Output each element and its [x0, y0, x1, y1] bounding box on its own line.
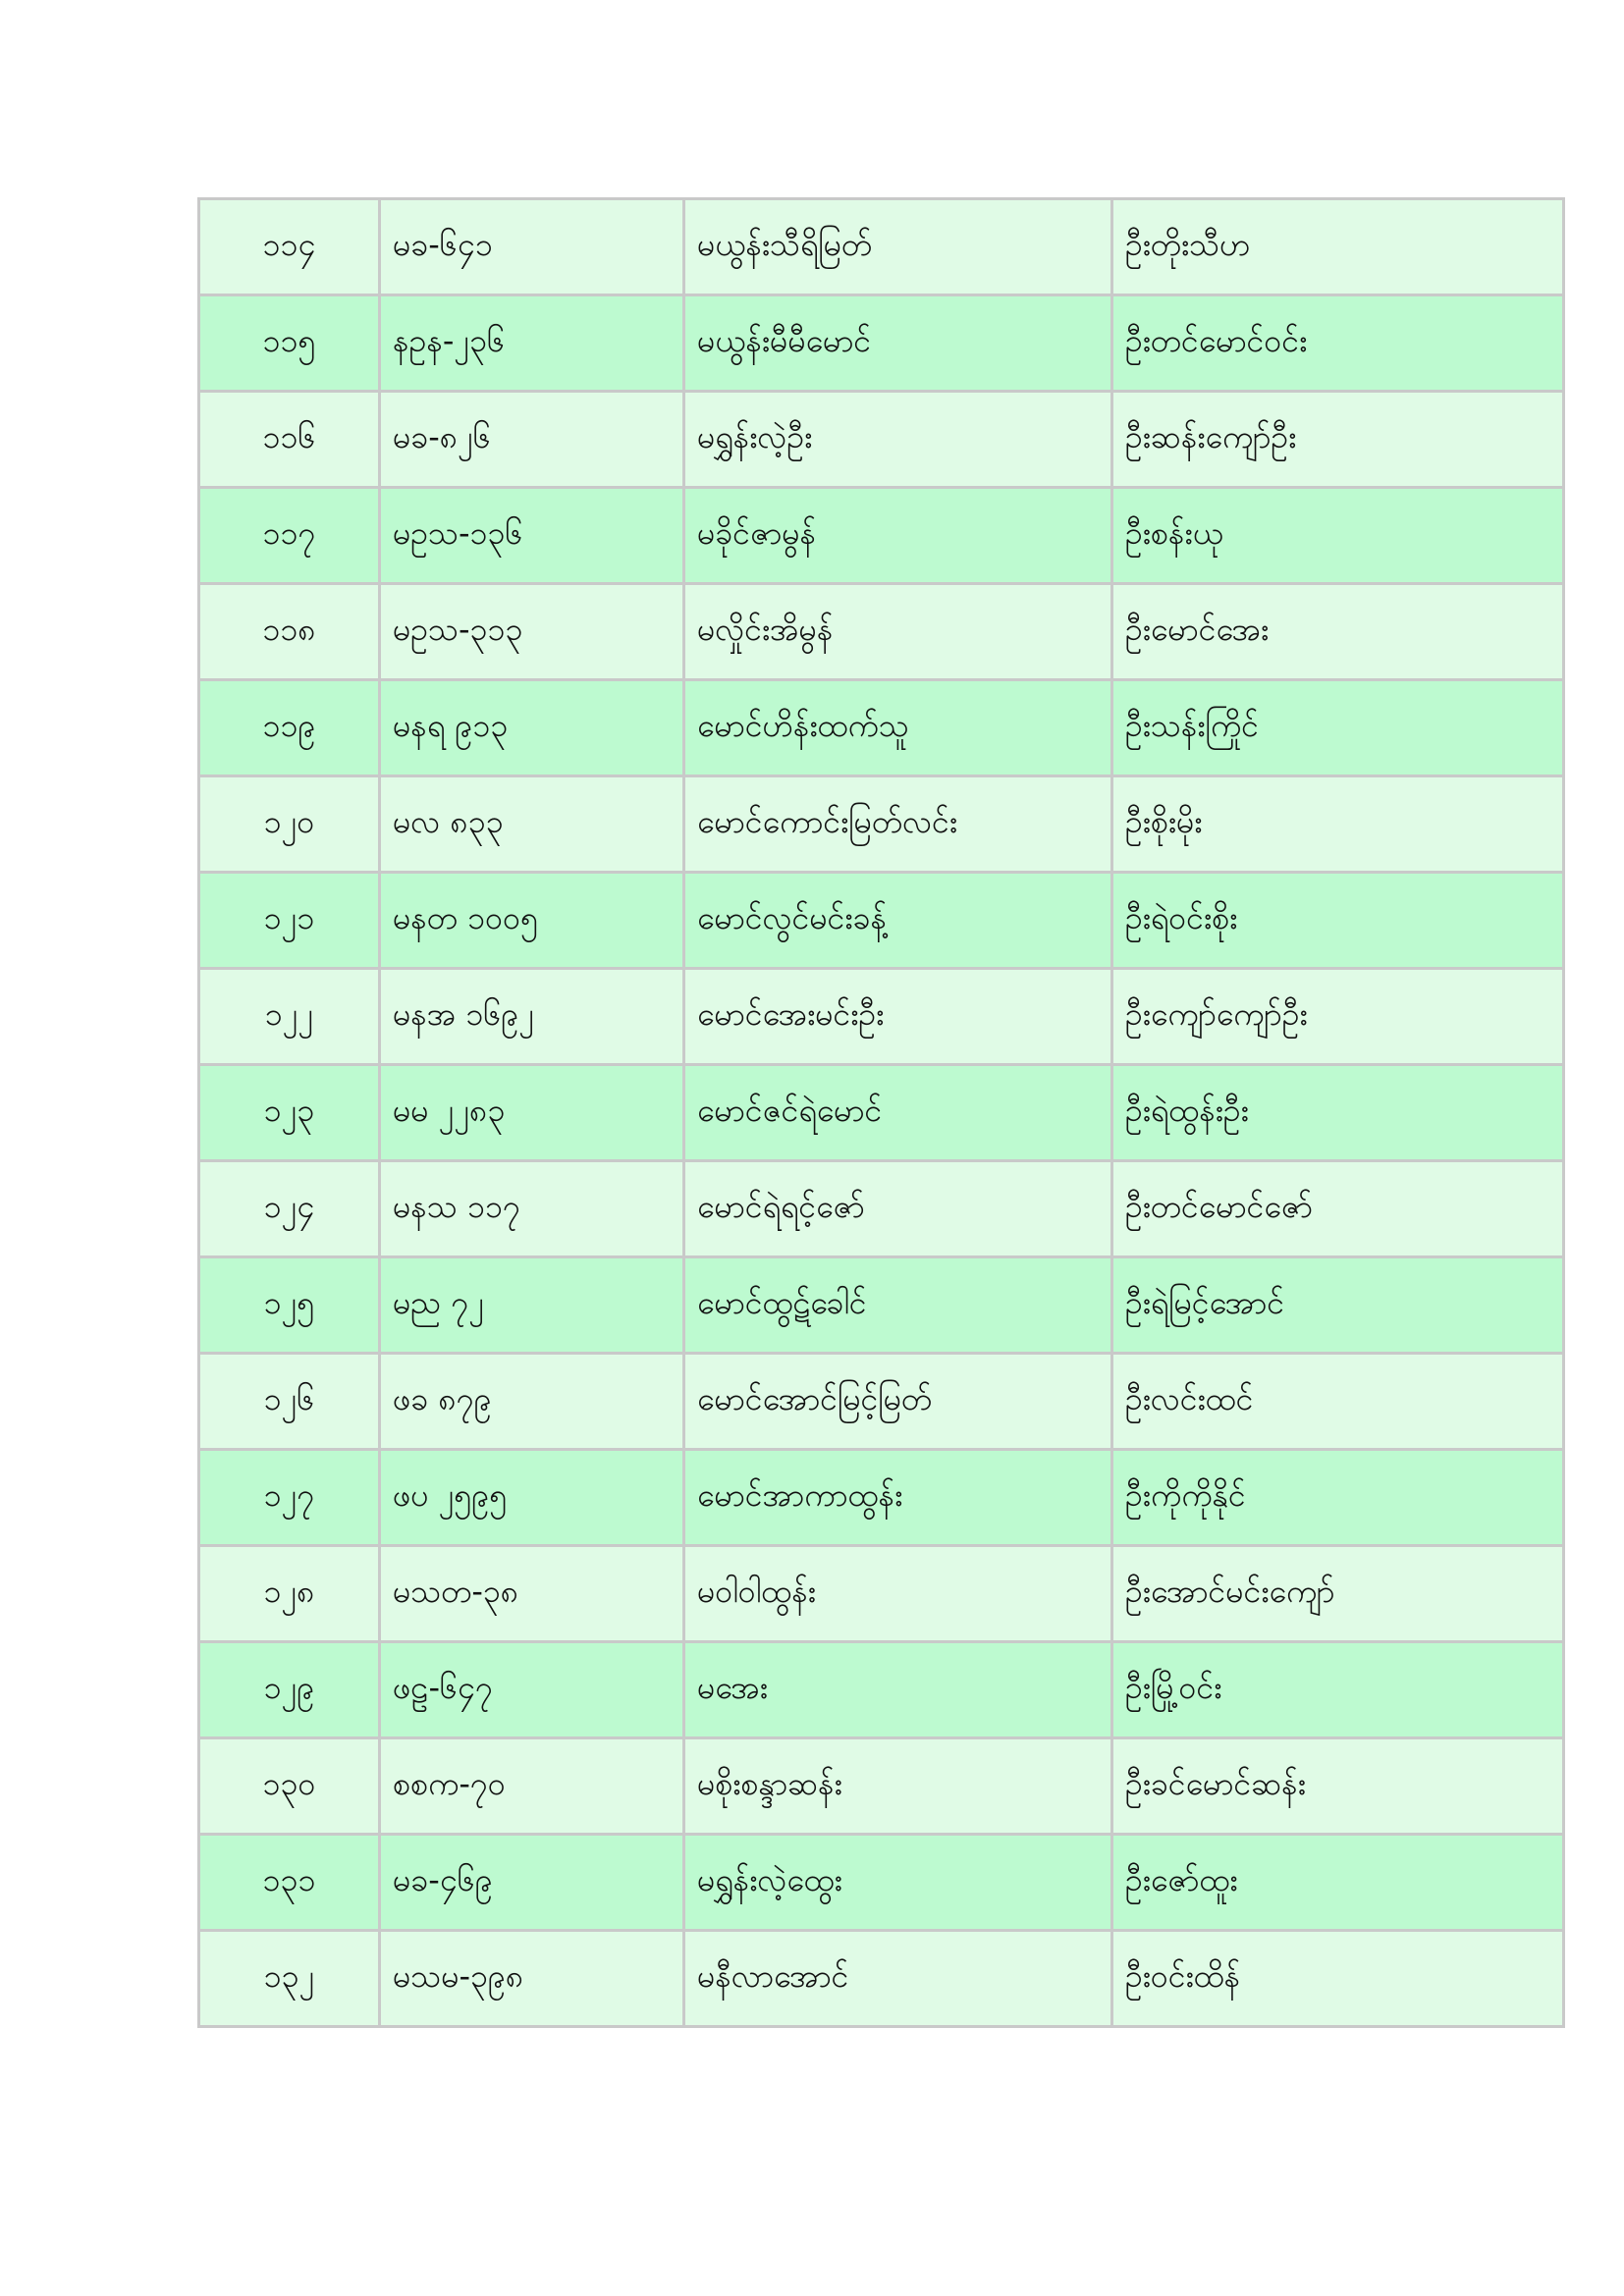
student-name-cell: မဝါဝါထွန်း: [684, 1546, 1112, 1642]
table-row: [199, 1546, 1564, 1642]
roll-number-cell: မလ ၈၃၃: [380, 776, 684, 873]
roll-number-cell: မနတ ၁၀၀၅: [380, 873, 684, 969]
roll-number-cell: နဥန-၂၃၆: [380, 295, 684, 392]
roll-number-cell: မသမ-၃၉၈: [380, 1931, 684, 2027]
row-number-cell: ၁၁၉: [199, 680, 380, 776]
student-name-cell: မောင်အောင်မြင့်မြတ်: [684, 1354, 1112, 1450]
row-number-cell: ၁၁၆: [199, 392, 380, 488]
row-number-cell: ၁၁၄: [199, 199, 380, 295]
father-name-cell: ဦးတိုးသီဟ: [1112, 199, 1564, 295]
row-number-cell: ၁၃၁: [199, 1835, 380, 1931]
roll-number-cell: မနသ ၁၁၇: [380, 1161, 684, 1257]
row-number-cell: ၁၂၄: [199, 1161, 380, 1257]
student-name-cell: မောင်အေးမင်းဦး: [684, 969, 1112, 1065]
father-name-cell: ဦးဝင်းထိန်: [1112, 1931, 1564, 2027]
table-row: [199, 1738, 1564, 1835]
student-name-cell: မနီလာအောင်: [684, 1931, 1112, 2027]
father-name-cell: ဦးရဲထွန်းဦး: [1112, 1065, 1564, 1161]
table-row: [199, 392, 1564, 488]
row-number-cell: ၁၁၅: [199, 295, 380, 392]
row-number-cell: ၁၂၈: [199, 1546, 380, 1642]
student-name-cell: မောင်ထွဋ်ခေါင်: [684, 1257, 1112, 1354]
table-row: [199, 1065, 1564, 1161]
father-name-cell: ဦးလင်းထင်: [1112, 1354, 1564, 1450]
roll-number-cell: မခ-၄၆၉: [380, 1835, 684, 1931]
row-number-cell: ၁၂၆: [199, 1354, 380, 1450]
student-name-cell: မစိုးစန္ဒာဆန်း: [684, 1738, 1112, 1835]
father-name-cell: ဦးတင်မောင်ဇော်: [1112, 1161, 1564, 1257]
row-number-cell: ၁၂၀: [199, 776, 380, 873]
row-number-cell: ၁၁၈: [199, 584, 380, 680]
father-name-cell: ဦးမောင်အေး: [1112, 584, 1564, 680]
student-name-cell: မောင်ဟိန်းထက်သူ: [684, 680, 1112, 776]
father-name-cell: ဦးဇော်ထူး: [1112, 1835, 1564, 1931]
roll-number-cell: ဖပ ၂၅၉၅: [380, 1450, 684, 1546]
father-name-cell: ဦးတင်မောင်ဝင်း: [1112, 295, 1564, 392]
roll-number-cell: မခ-၆၄၁: [380, 199, 684, 295]
row-number-cell: ၁၁၇: [199, 488, 380, 584]
father-name-cell: ဦးစန်းယု: [1112, 488, 1564, 584]
roll-number-cell: ဖဠ-၆၄၇: [380, 1642, 684, 1738]
father-name-cell: ဦးရဲမြင့်အောင်: [1112, 1257, 1564, 1354]
student-name-cell: မောင်အာကာထွန်း: [684, 1450, 1112, 1546]
student-name-cell: မောင်ရဲရင့်ဇော်: [684, 1161, 1112, 1257]
table-row: [199, 1161, 1564, 1257]
father-name-cell: ဦးအောင်မင်းကျော်: [1112, 1546, 1564, 1642]
father-name-cell: ဦးသန်းကြိုင်: [1112, 680, 1564, 776]
student-name-cell: မခိုင်ဇာမွန်: [684, 488, 1112, 584]
table-row: [199, 584, 1564, 680]
row-number-cell: ၁၃၀: [199, 1738, 380, 1835]
row-number-cell: ၁၂၇: [199, 1450, 380, 1546]
row-number-cell: ၁၂၃: [199, 1065, 380, 1161]
roll-number-cell: မမ ၂၂၈၃: [380, 1065, 684, 1161]
student-name-cell: မရွှန်းလဲ့ဦး: [684, 392, 1112, 488]
student-roster-table: [197, 197, 1565, 2028]
student-name-cell: မလှိုင်းအိမွန်: [684, 584, 1112, 680]
table-row: [199, 1450, 1564, 1546]
roll-number-cell: မခ-၈၂၆: [380, 392, 684, 488]
father-name-cell: ဦးရဲဝင်းစိုး: [1112, 873, 1564, 969]
table-row: [199, 1354, 1564, 1450]
father-name-cell: ဦးကိုကိုနိုင်: [1112, 1450, 1564, 1546]
student-name-cell: မယွန်းမီမီမောင်: [684, 295, 1112, 392]
father-name-cell: ဦးမြို့ဝင်း: [1112, 1642, 1564, 1738]
roll-number-cell: မနရ ၉၁၃: [380, 680, 684, 776]
student-name-cell: မရွှန်းလဲ့ထွေး: [684, 1835, 1112, 1931]
table-row: [199, 969, 1564, 1065]
table-row: [199, 776, 1564, 873]
roll-number-cell: မည ၇၂: [380, 1257, 684, 1354]
row-number-cell: ၁၂၁: [199, 873, 380, 969]
table-row: [199, 1642, 1564, 1738]
table-row: [199, 199, 1564, 295]
student-name-cell: မောင်လွင်မင်းခန့်: [684, 873, 1112, 969]
roll-number-cell: ဖခ ၈၇၉: [380, 1354, 684, 1450]
student-name-cell: မအေး: [684, 1642, 1112, 1738]
table-row: [199, 873, 1564, 969]
student-name-cell: မောင်ကောင်းမြတ်လင်း: [684, 776, 1112, 873]
roll-number-cell: စစက-၇၀: [380, 1738, 684, 1835]
roster-table-body: [199, 199, 1564, 2027]
father-name-cell: ဦးဆန်းကျော်ဦး: [1112, 392, 1564, 488]
roll-number-cell: မသတ-၃၈: [380, 1546, 684, 1642]
roll-number-cell: မဥသ-၃၁၃: [380, 584, 684, 680]
table-row: [199, 1257, 1564, 1354]
father-name-cell: ဦးကျော်ကျော်ဦး: [1112, 969, 1564, 1065]
table-row: [199, 1835, 1564, 1931]
father-name-cell: ဦးစိုးမိုး: [1112, 776, 1564, 873]
table-row: [199, 295, 1564, 392]
table-row: [199, 680, 1564, 776]
table-row: [199, 488, 1564, 584]
father-name-cell: ဦးခင်မောင်ဆန်း: [1112, 1738, 1564, 1835]
row-number-cell: ၁၂၂: [199, 969, 380, 1065]
student-name-cell: မယွန်းသီရိမြတ်: [684, 199, 1112, 295]
row-number-cell: ၁၃၂: [199, 1931, 380, 2027]
table-row: [199, 1931, 1564, 2027]
row-number-cell: ၁၂၉: [199, 1642, 380, 1738]
student-name-cell: မောင်ဇင်ရဲမောင်: [684, 1065, 1112, 1161]
roll-number-cell: မဥသ-၁၃၆: [380, 488, 684, 584]
roll-number-cell: မနအ ၁၆၉၂: [380, 969, 684, 1065]
row-number-cell: ၁၂၅: [199, 1257, 380, 1354]
